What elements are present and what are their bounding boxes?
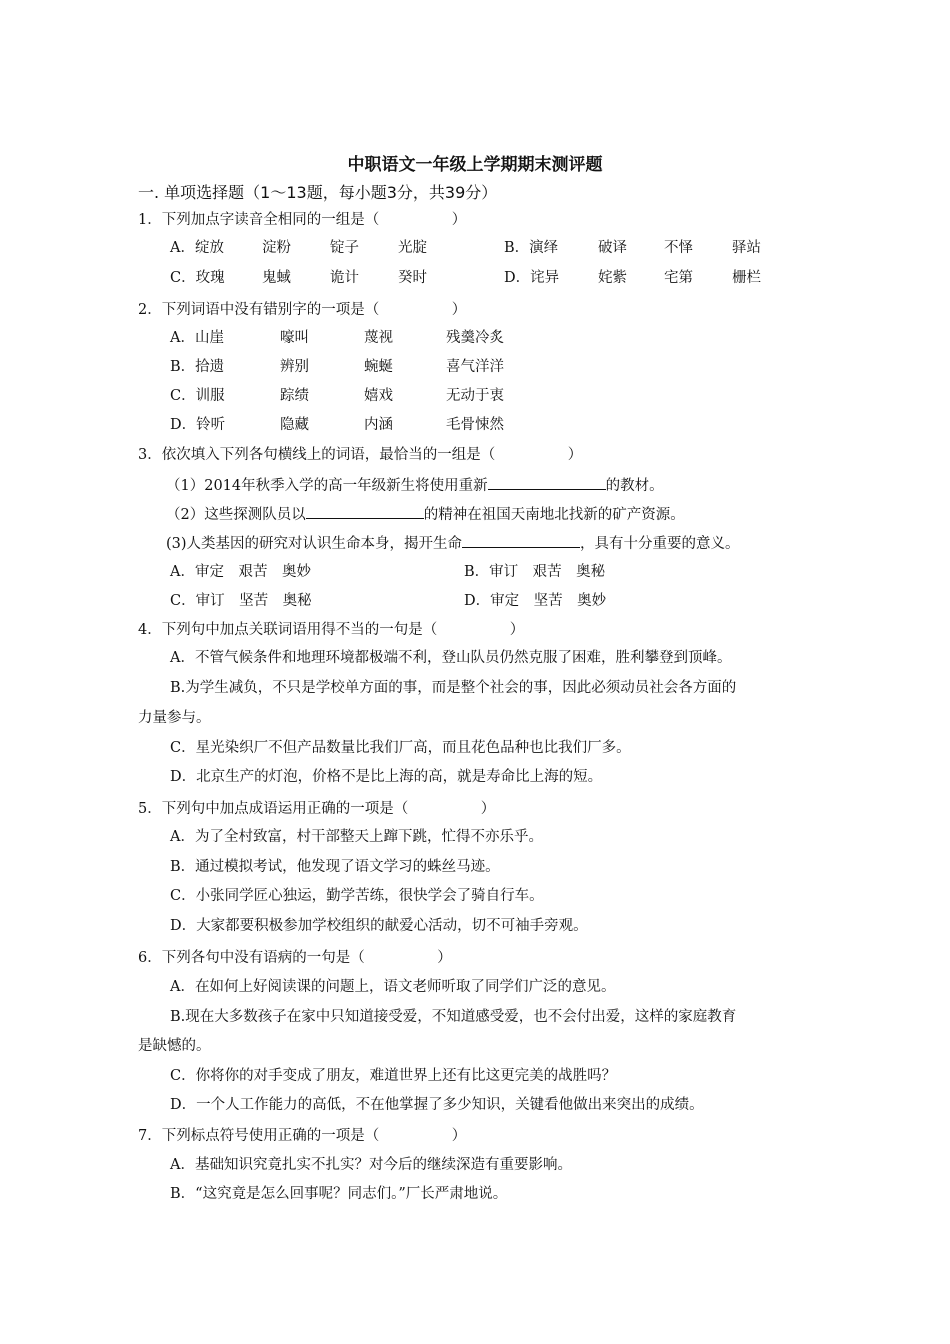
q2-a-4: 残羹冷炙 bbox=[446, 330, 504, 346]
q1-stem: 1．下列加点字读音全相同的一组是（ ） bbox=[138, 212, 467, 228]
q3-s1-after: 的教材。 bbox=[605, 478, 664, 494]
q2-c-3: 嬉戏 bbox=[364, 388, 393, 404]
q3-s3-before: (3)人类基因的研究对认识生命本身，揭开生命 bbox=[166, 536, 463, 552]
q2-d-4: 毛骨悚然 bbox=[446, 417, 504, 433]
q1-d-2: 姹紫 bbox=[598, 270, 627, 286]
q6-option-b-line1: B.现在大多数孩子在家中只知道接受爱，不知道感受爱，也不会付出爱，这样的家庭教育 bbox=[170, 1009, 737, 1025]
q1-c-2: 鬼蜮 bbox=[262, 270, 291, 286]
q4-stem: 4．下列句中加点关联词语用得不当的一句是（ ） bbox=[138, 622, 525, 638]
q1-a-2: 淀粉 bbox=[262, 240, 291, 256]
q6-option-c: C．你将你的对手变成了朋友，难道世界上还有比这更完美的战胜吗？ bbox=[170, 1068, 617, 1084]
q1-d-3: 宅第 bbox=[664, 270, 693, 286]
q5-option-b: B．通过模拟考试，他发现了语文学习的蛛丝马迹。 bbox=[170, 859, 500, 875]
q4-option-b-line1: B.为学生减负，不只是学校单方面的事，而是整个社会的事，因此必须动员社会各方面的 bbox=[170, 680, 737, 696]
q3-s2-after: 的精神在祖国天南地北找新的矿产资源。 bbox=[423, 507, 685, 523]
q2-c-4: 无动于衷 bbox=[446, 388, 504, 404]
q4-option-a: A．不管气候条件和地理环境都极端不利，登山队员仍然克服了困难，胜利攀登到顶峰。 bbox=[170, 650, 732, 666]
q3-blank-3[interactable] bbox=[462, 533, 580, 548]
q2-b-1: B．拾遗 bbox=[170, 359, 225, 375]
q5-option-a: A．为了全村致富，村干部整天上蹿下跳，忙得不亦乐乎。 bbox=[170, 829, 543, 845]
q1-b-3: 不怿 bbox=[664, 240, 693, 256]
q2-c-2: 踪绩 bbox=[280, 388, 309, 404]
q3-blank-2[interactable] bbox=[306, 504, 424, 519]
q2-b-2: 辨别 bbox=[280, 359, 309, 375]
q3-option-d: D．审定 坚苦 奥妙 bbox=[464, 593, 607, 609]
q6-option-b-line2: 是缺憾的。 bbox=[138, 1038, 211, 1054]
q3-option-a: A．审定 艰苦 奥妙 bbox=[170, 564, 311, 580]
page-title: 中职语文一年级上学期期末测评题 bbox=[347, 155, 603, 175]
q5-option-d: D．大家都要积极参加学校组织的献爱心活动，切不可袖手旁观。 bbox=[170, 918, 588, 934]
q3-option-b: B．审订 艰苦 奥秘 bbox=[464, 564, 606, 580]
q6-stem: 6．下列各句中没有语病的一句是（ ） bbox=[138, 950, 452, 966]
section-heading: 一. 单项选择题（1～13题，每小题3分，共39分） bbox=[138, 183, 498, 202]
q1-b-1: B．演绎 bbox=[504, 240, 559, 256]
q3-sentence-2 bbox=[166, 504, 685, 525]
q1-a-4: 光腚 bbox=[398, 240, 427, 256]
q2-a-1: A．山崖 bbox=[170, 330, 224, 346]
q4-option-c: C．星光染织厂不但产品数量比我们厂高，而且花色品种也比我们厂多。 bbox=[170, 740, 631, 756]
q4-option-d: D．北京生产的灯泡，价格不是比上海的高，就是寿命比上海的短。 bbox=[170, 769, 603, 785]
q3-s2-before: （2）这些探测队员以 bbox=[166, 507, 306, 523]
q2-a-2: 嚎叫 bbox=[280, 330, 309, 346]
q2-d-2: 隐藏 bbox=[280, 417, 309, 433]
q1-d-1: D．诧异 bbox=[504, 270, 560, 286]
q3-option-c: C．审订 坚苦 奥秘 bbox=[170, 593, 312, 609]
q7-stem: 7．下列标点符号使用正确的一项是（ ） bbox=[138, 1128, 467, 1144]
q1-a-1: A．绽放 bbox=[170, 240, 224, 256]
q1-c-1: C．玫瑰 bbox=[170, 270, 225, 286]
q5-option-c: C．小张同学匠心独运，勤学苦练，很快学会了骑自行车。 bbox=[170, 888, 544, 904]
q1-c-4: 癸时 bbox=[398, 270, 427, 286]
q7-option-b: B．“这究竟是怎么回事呢？同志们。”厂长严肃地说。 bbox=[170, 1186, 508, 1202]
q1-c-3: 诡计 bbox=[330, 270, 359, 286]
q3-sentence-1 bbox=[166, 475, 664, 496]
q2-b-4: 喜气洋洋 bbox=[446, 359, 504, 375]
q2-stem: 2．下列词语中没有错别字的一项是（ ） bbox=[138, 302, 467, 318]
q3-sentence-3 bbox=[166, 533, 740, 554]
q2-a-3: 蔑视 bbox=[364, 330, 393, 346]
q3-blank-1[interactable] bbox=[488, 475, 606, 490]
q3-s3-after: ，具有十分重要的意义。 bbox=[580, 536, 740, 552]
q1-b-4: 驿站 bbox=[732, 240, 761, 256]
q6-option-d: D．一个人工作能力的高低，不在他掌握了多少知识，关键看他做出来突出的成绩。 bbox=[170, 1097, 704, 1113]
q7-option-a: A．基础知识究竟扎实不扎实？对今后的继续深造有重要影响。 bbox=[170, 1157, 572, 1173]
q6-option-a: A．在如何上好阅读课的问题上，语文老师听取了同学们广泛的意见。 bbox=[170, 979, 616, 995]
q3-s1-before: （1）2014年秋季入学的高一年级新生将使用重新 bbox=[166, 478, 488, 494]
q5-stem: 5．下列句中加点成语运用正确的一项是（ ） bbox=[138, 801, 496, 817]
q2-b-3: 蜿蜒 bbox=[364, 359, 393, 375]
q2-d-3: 内涵 bbox=[364, 417, 393, 433]
q2-c-1: C．训服 bbox=[170, 388, 225, 404]
q3-stem: 3．依次填入下列各句横线上的词语，最恰当的一组是（ ） bbox=[138, 447, 583, 463]
q1-b-2: 破译 bbox=[598, 240, 627, 256]
q1-a-3: 锭子 bbox=[330, 240, 359, 256]
q1-d-4: 栅栏 bbox=[732, 270, 761, 286]
q4-option-b-line2: 力量参与。 bbox=[138, 710, 211, 726]
q2-d-1: D．铃听 bbox=[170, 417, 226, 433]
